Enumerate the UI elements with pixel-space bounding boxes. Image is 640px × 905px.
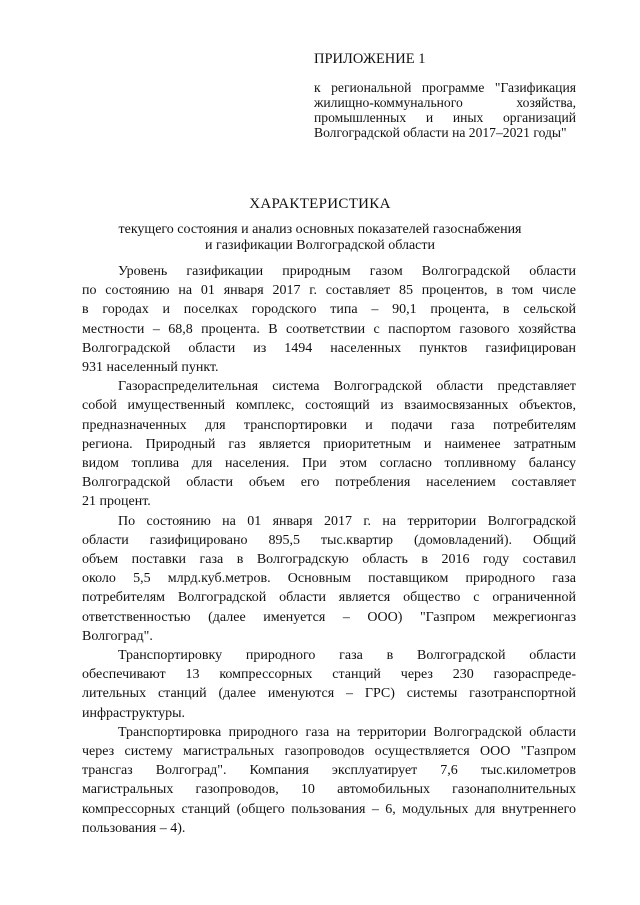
- paragraph-line: Волгоградской области из 1494 населенных пунктов газифицирован: [82, 340, 576, 356]
- document-title: ХАРАКТЕРИСТИКА: [249, 196, 391, 212]
- paragraph: [82, 646, 576, 723]
- paragraph: [82, 723, 576, 838]
- paragraph-line: обеспечивают 13 компрессорных станций через 230 газораспреде-: [82, 667, 576, 683]
- subtitle-line: и газификации Волгоградской области: [204, 237, 436, 253]
- paragraph: [82, 512, 576, 646]
- paragraph-line: региона. Природный газ является приоритетным и наименее затратным: [82, 436, 576, 452]
- paragraph-line: Волгоградской области объем его потребления населением составляет: [82, 475, 576, 491]
- paragraph-line: Газораспределительная система Волгоградской области представляет: [118, 379, 576, 395]
- document-subtitle: [0, 222, 640, 253]
- paragraph-line: через систему магистральных газопроводов осуществляется ООО "Газпром: [82, 744, 576, 760]
- paragraph-line: около 5,5 млрд.куб.метров. Основным поставщиком природного газа: [82, 571, 576, 587]
- paragraph-line: Транспортировка природного газа на территории Волгоградской области: [118, 724, 576, 740]
- paragraph-line: ответственностью (далее именуется – ООО) "Газпром межрегионгаз: [82, 609, 576, 625]
- paragraph-line: видом топлива для населения. При этом согласно топливному балансу: [82, 456, 576, 472]
- paragraph-line: трансгаз Волгоград". Компания эксплуатирует 7,6 тыс.километров: [82, 763, 576, 779]
- paragraph-line: пользования – 4).: [82, 820, 186, 836]
- paragraph-line: Уровень газификации природным газом Волгоградской области: [118, 264, 576, 279]
- paragraph-line: предназначенных для транспортировки и подачи газа потребителям: [82, 417, 576, 433]
- subtitle-line: текущего состояния и анализ основных показателей газоснабжения: [118, 222, 522, 237]
- paragraph-line: По состоянию на 01 января 2017 г. на территории Волгоградской: [118, 513, 576, 529]
- paragraph-line: собой имущественный комплекс, состоящий из взаимосвязанных объектов,: [82, 398, 576, 414]
- paragraph-line: Транспортировку природного газа в Волгоградской области: [118, 648, 576, 664]
- paragraph-line: 21 процент.: [82, 494, 151, 510]
- appendix-heading: ПРИЛОЖЕНИЕ 1: [314, 51, 426, 67]
- appendix-line: к региональной программе "Газификация: [314, 80, 576, 95]
- appendix-line: Волгоградской области на 2017–2021 годы": [314, 125, 567, 140]
- paragraph-line: инфраструктуры.: [82, 705, 186, 721]
- paragraph-line: по состоянию на 01 января 2017 г. составляет 85 процентов, в том числе: [82, 283, 576, 299]
- paragraph-line: 931 населенный пункт.: [82, 360, 219, 376]
- appendix-block: [314, 52, 576, 140]
- appendix-line: промышленных и иных организаций: [314, 110, 576, 125]
- paragraph-line: объем поставки газа в Волгоградскую область в 2016 году составил: [82, 552, 576, 568]
- paragraph-line: потребителям Волгоградской области является общество с ограниченной: [82, 590, 576, 606]
- appendix-line: жилищно-коммунального хозяйства,: [314, 95, 576, 110]
- paragraph: [82, 377, 576, 511]
- paragraph-line: в городах и поселках городского типа – 90,1 процента, в сельской: [82, 302, 576, 318]
- paragraph-line: Волгоград".: [82, 628, 153, 644]
- paragraph-line: магистральных газопроводов, 10 автомобильных газонаполнительных: [82, 782, 576, 798]
- paragraph: [82, 262, 576, 377]
- paragraph-line: местности – 68,8 процента. В соответствии с паспортом газового хозяйства: [82, 321, 576, 337]
- paragraph-line: области газифицировано 895,5 тыс.квартир (домовладений). Общий: [82, 532, 576, 548]
- document-body: [82, 262, 576, 838]
- paragraph-line: компрессорных станций (общего пользования – 6, модульных для внутреннего: [82, 801, 576, 817]
- paragraph-line: лительных станций (далее именуются – ГРС) системы газотранспортной: [82, 686, 576, 702]
